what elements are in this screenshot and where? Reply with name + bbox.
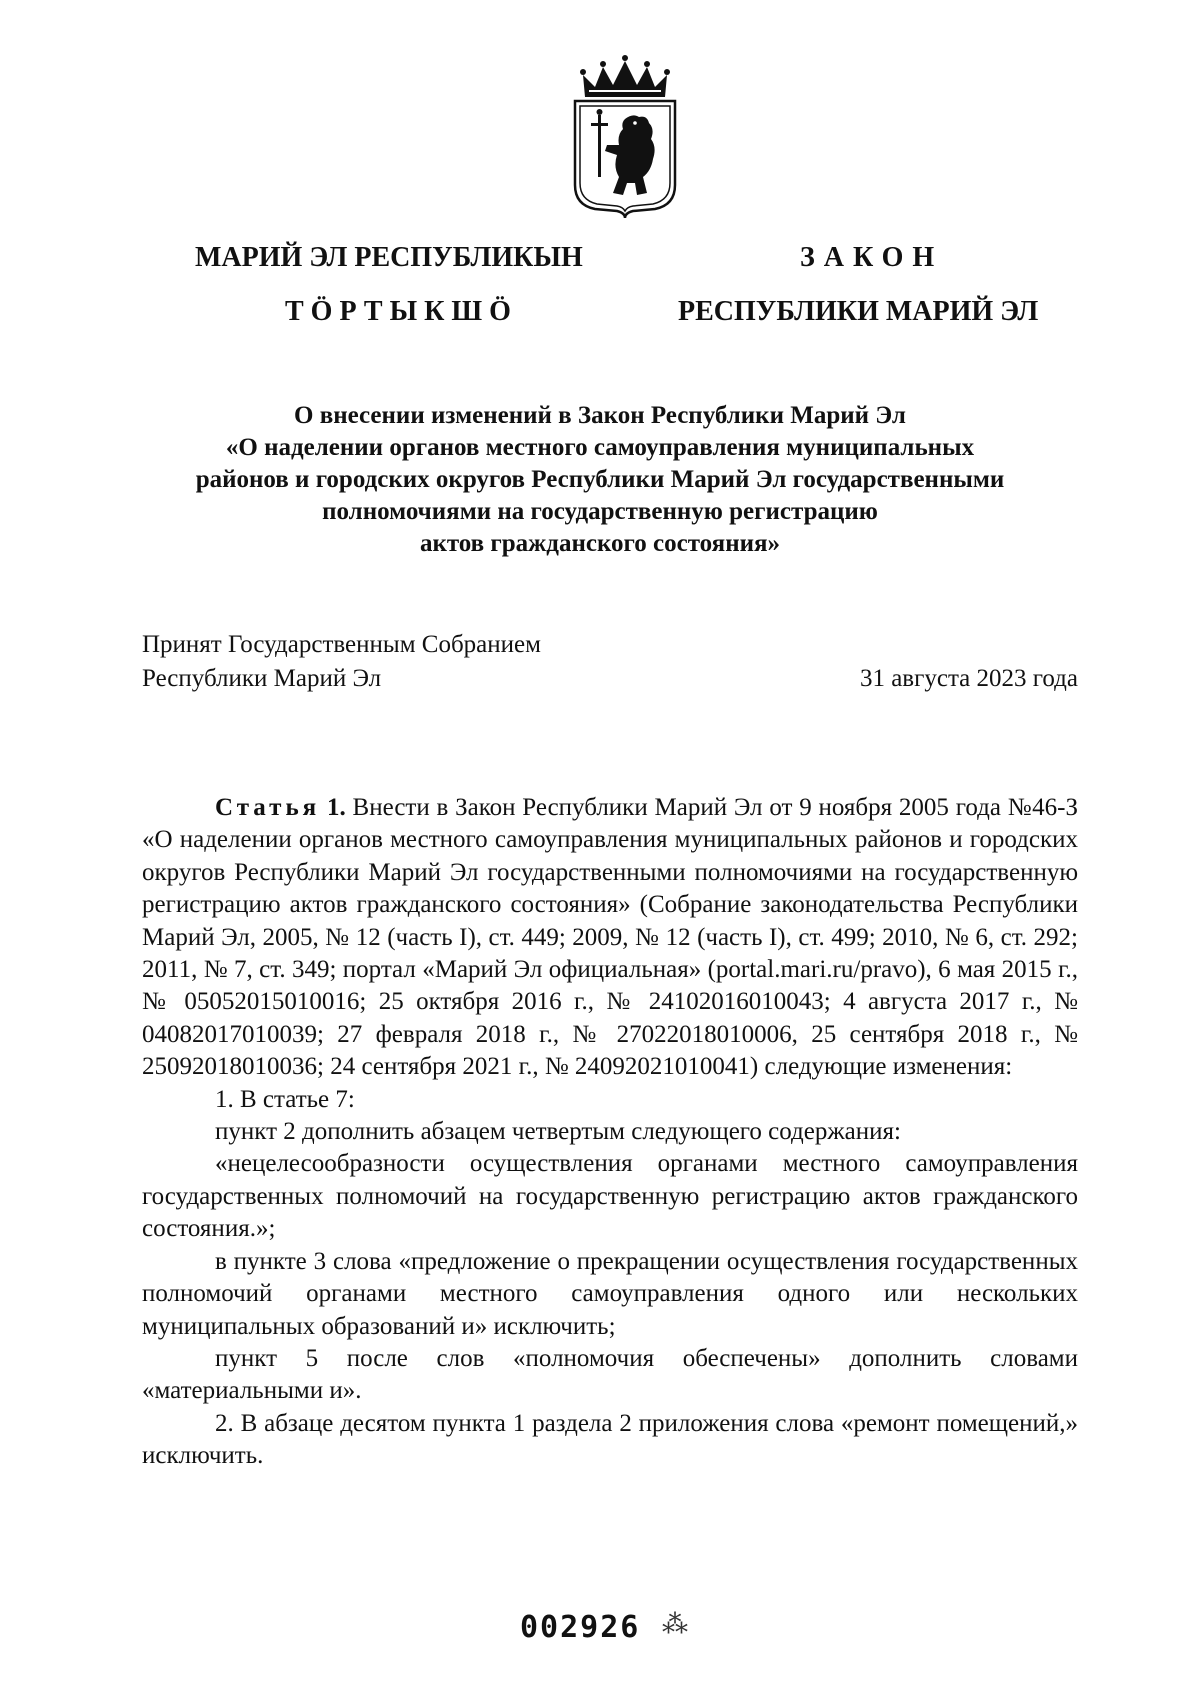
title-line: «О наделении органов местного самоуправления муниципальных: [225, 434, 975, 461]
header-right-line1: ЗАКОН: [800, 242, 944, 273]
article-paragraph: в пункте 3 слова «предложение о прекращении осуществления государственных полномочий органами местного самоуправления одного или нескольких муниципальных образований и» исключить;: [142, 1247, 1078, 1340]
article-label: Статья: [215, 794, 321, 821]
law-title: [140, 400, 1060, 560]
title-line: О внесении изменений в Закон Республики Марий Эл: [294, 402, 906, 429]
article-paragraph: пункт 2 дополнить абзацем четвертым следующего содержания:: [215, 1118, 901, 1146]
article-paragraph: 2. В абзаце десятом пункта 1 раздела 2 приложения слова «ремонт помещений,» исключить.: [142, 1409, 1078, 1470]
article-body: [142, 792, 1078, 1473]
title-line: полномочиями на государственную регистрацию: [322, 498, 878, 525]
header-left-line1: МАРИЙ ЭЛ РЕСПУБЛИКЫН: [195, 242, 583, 273]
title-line: районов и городских округов Республики Марий Эл государственными: [195, 466, 1005, 493]
title-line: актов гражданского состояния»: [419, 530, 781, 557]
adoption-statement: [142, 628, 541, 696]
registration-number: 002926: [520, 1610, 641, 1645]
header-left-line2: ТӦРТЫКШӦ: [285, 296, 518, 327]
coat-of-arms-icon: [565, 55, 685, 220]
article-paragraph: пункт 5 после слов «полномочия обеспечены» дополнить словами «материальными и».: [142, 1344, 1078, 1405]
adoption-date: 31 августа 2023 года: [859, 665, 1078, 692]
header-right-line2: РЕСПУБЛИКИ МАРИЙ ЭЛ: [678, 296, 1039, 327]
stamp-mark-icon: ⁂: [662, 1610, 688, 1639]
article-paragraph: «нецелесообразности осуществления органами местного самоуправления государственных полномочий на государственную регистрацию актов гражданского состояния.»;: [142, 1150, 1078, 1243]
article-intro-text: Внести в Закон Республики Марий Эл от 9 ноября 2005 года №46-З «О наделении органов местного самоуправления муниципальных районов и городских округов Республики Марий Эл государственными полномочиями на государственную регистрацию актов гражданского состояния» (Собрание законодательства Республики Марий Эл, 2005, № 12 (часть I), ст. 449; 2009, № 12 (часть I), ст. 499; 2010, № 6, ст. 292; 2011, № 7, ст. 349; портал «Марий Эл официальная» (portal.mari.ru/pravo), 6 мая 2015 г., № 05052015010016; 25 октября 2016 г., № 24102016010043; 4 августа 2017 г., № 04082017010039; 27 февраля 2018 г., № 27022018010006, 25 сентября 2018 г., № 25092018010036; 24 сентября 2021 г., № 24092021010041) следующие изменения:: [142, 794, 1078, 1081]
adoption-line1: Принят Государственным Собранием: [142, 631, 541, 658]
article-intro: [142, 792, 1078, 1084]
adoption-line2: Республики Марий Эл: [142, 665, 382, 692]
article-number: 1.: [327, 794, 346, 821]
article-paragraph: 1. В статье 7:: [215, 1085, 355, 1113]
